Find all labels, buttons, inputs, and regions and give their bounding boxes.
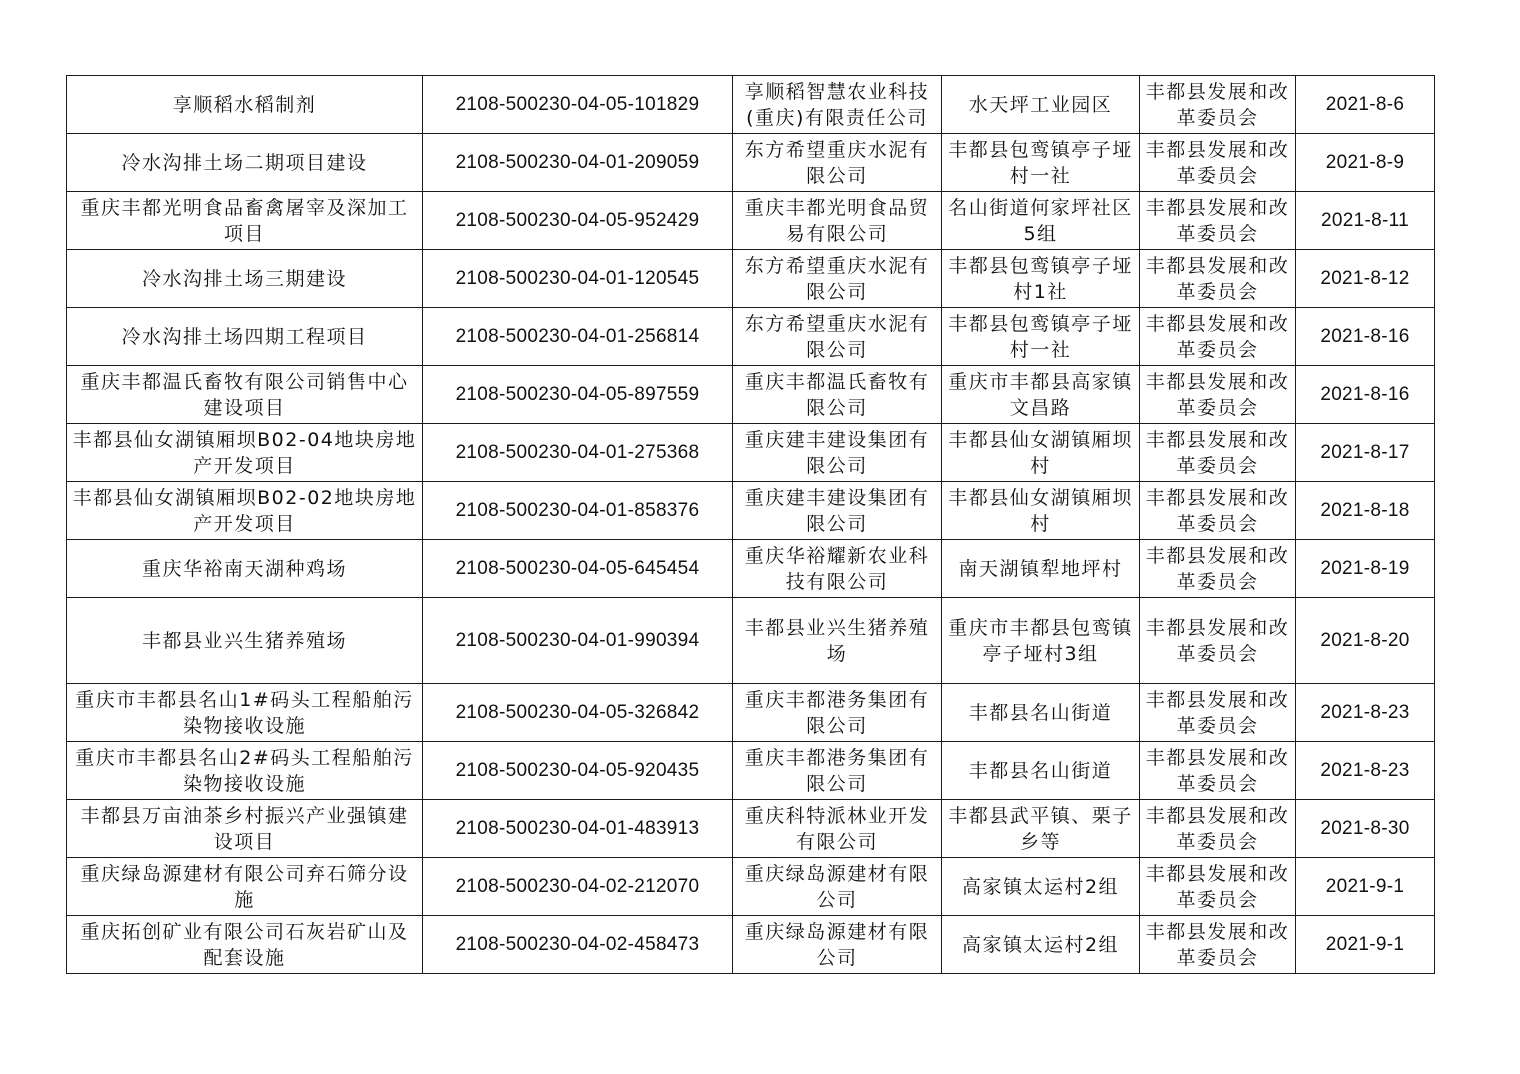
project-name-cell: 丰都县仙女湖镇厢坝B02-04地块房地产开发项目 (67, 424, 423, 482)
project-name-cell: 冷水沟排土场四期工程项目 (67, 308, 423, 366)
table-row (67, 192, 1435, 250)
table-row (67, 482, 1435, 540)
authority-cell: 丰都县发展和改革委员会 (1140, 134, 1296, 192)
date-cell: 2021-9-1 (1296, 858, 1435, 916)
company-cell: 重庆建丰建设集团有限公司 (733, 424, 942, 482)
date-cell: 2021-8-23 (1296, 684, 1435, 742)
authority-cell: 丰都县发展和改革委员会 (1140, 308, 1296, 366)
table-row (67, 308, 1435, 366)
project-code-cell: 2108-500230-04-05-952429 (423, 192, 733, 250)
project-code-cell: 2108-500230-04-01-483913 (423, 800, 733, 858)
table-row (67, 250, 1435, 308)
company-cell: 重庆丰都港务集团有限公司 (733, 684, 942, 742)
project-name-cell: 重庆丰都光明食品畜禽屠宰及深加工项目 (67, 192, 423, 250)
date-cell: 2021-8-30 (1296, 800, 1435, 858)
authority-cell: 丰都县发展和改革委员会 (1140, 742, 1296, 800)
date-cell: 2021-8-16 (1296, 366, 1435, 424)
company-cell: 东方希望重庆水泥有限公司 (733, 250, 942, 308)
project-code-cell: 2108-500230-04-05-645454 (423, 540, 733, 598)
project-code-cell: 2108-500230-04-02-212070 (423, 858, 733, 916)
project-record-table (66, 75, 1435, 974)
date-cell: 2021-8-11 (1296, 192, 1435, 250)
table-row (67, 540, 1435, 598)
authority-cell: 丰都县发展和改革委员会 (1140, 800, 1296, 858)
table-row (67, 858, 1435, 916)
table-row (67, 800, 1435, 858)
authority-cell: 丰都县发展和改革委员会 (1140, 192, 1296, 250)
company-cell: 重庆丰都光明食品贸易有限公司 (733, 192, 942, 250)
table-row (67, 366, 1435, 424)
date-cell: 2021-8-23 (1296, 742, 1435, 800)
table-row (67, 134, 1435, 192)
company-cell: 重庆华裕耀新农业科技有限公司 (733, 540, 942, 598)
company-cell: 重庆绿岛源建材有限公司 (733, 916, 942, 974)
company-cell: 重庆科特派林业开发有限公司 (733, 800, 942, 858)
authority-cell: 丰都县发展和改革委员会 (1140, 76, 1296, 134)
date-cell: 2021-8-17 (1296, 424, 1435, 482)
authority-cell: 丰都县发展和改革委员会 (1140, 598, 1296, 684)
table-row (67, 684, 1435, 742)
project-code-cell: 2108-500230-04-05-101829 (423, 76, 733, 134)
location-cell: 丰都县名山街道 (942, 684, 1140, 742)
date-cell: 2021-8-20 (1296, 598, 1435, 684)
company-cell: 重庆绿岛源建材有限公司 (733, 858, 942, 916)
location-cell: 重庆市丰都县包鸾镇亭子垭村3组 (942, 598, 1140, 684)
table-row (67, 76, 1435, 134)
project-code-cell: 2108-500230-04-01-990394 (423, 598, 733, 684)
project-name-cell: 冷水沟排土场三期建设 (67, 250, 423, 308)
location-cell: 丰都县武平镇、栗子乡等 (942, 800, 1140, 858)
location-cell: 名山街道何家坪社区5组 (942, 192, 1140, 250)
project-name-cell: 重庆市丰都县名山2#码头工程船舶污染物接收设施 (67, 742, 423, 800)
project-name-cell: 享顺稻水稻制剂 (67, 76, 423, 134)
date-cell: 2021-9-1 (1296, 916, 1435, 974)
company-cell: 重庆丰都温氏畜牧有限公司 (733, 366, 942, 424)
date-cell: 2021-8-12 (1296, 250, 1435, 308)
project-code-cell: 2108-500230-04-01-275368 (423, 424, 733, 482)
project-code-cell: 2108-500230-04-05-897559 (423, 366, 733, 424)
project-code-cell: 2108-500230-04-01-256814 (423, 308, 733, 366)
project-name-cell: 重庆绿岛源建材有限公司弃石筛分设施 (67, 858, 423, 916)
date-cell: 2021-8-6 (1296, 76, 1435, 134)
table-row (67, 598, 1435, 684)
date-cell: 2021-8-16 (1296, 308, 1435, 366)
project-code-cell: 2108-500230-04-01-858376 (423, 482, 733, 540)
project-code-cell: 2108-500230-04-05-920435 (423, 742, 733, 800)
authority-cell: 丰都县发展和改革委员会 (1140, 540, 1296, 598)
project-name-cell: 冷水沟排土场二期项目建设 (67, 134, 423, 192)
project-code-cell: 2108-500230-04-02-458473 (423, 916, 733, 974)
authority-cell: 丰都县发展和改革委员会 (1140, 482, 1296, 540)
authority-cell: 丰都县发展和改革委员会 (1140, 250, 1296, 308)
project-name-cell: 重庆华裕南天湖种鸡场 (67, 540, 423, 598)
authority-cell: 丰都县发展和改革委员会 (1140, 366, 1296, 424)
authority-cell: 丰都县发展和改革委员会 (1140, 424, 1296, 482)
project-code-cell: 2108-500230-04-05-326842 (423, 684, 733, 742)
authority-cell: 丰都县发展和改革委员会 (1140, 916, 1296, 974)
table-row (67, 742, 1435, 800)
date-cell: 2021-8-18 (1296, 482, 1435, 540)
table-body (67, 76, 1435, 974)
location-cell: 丰都县仙女湖镇厢坝村 (942, 424, 1140, 482)
project-name-cell: 重庆拓创矿业有限公司石灰岩矿山及配套设施 (67, 916, 423, 974)
project-name-cell: 丰都县仙女湖镇厢坝B02-02地块房地产开发项目 (67, 482, 423, 540)
date-cell: 2021-8-19 (1296, 540, 1435, 598)
project-code-cell: 2108-500230-04-01-209059 (423, 134, 733, 192)
authority-cell: 丰都县发展和改革委员会 (1140, 858, 1296, 916)
location-cell: 重庆市丰都县高家镇文昌路 (942, 366, 1140, 424)
company-cell: 东方希望重庆水泥有限公司 (733, 308, 942, 366)
location-cell: 高家镇太运村2组 (942, 916, 1140, 974)
table-row (67, 424, 1435, 482)
table-row (67, 916, 1435, 974)
project-code-cell: 2108-500230-04-01-120545 (423, 250, 733, 308)
project-name-cell: 重庆丰都温氏畜牧有限公司销售中心建设项目 (67, 366, 423, 424)
project-name-cell: 丰都县业兴生猪养殖场 (67, 598, 423, 684)
company-cell: 东方希望重庆水泥有限公司 (733, 134, 942, 192)
date-cell: 2021-8-9 (1296, 134, 1435, 192)
location-cell: 南天湖镇犁地坪村 (942, 540, 1140, 598)
location-cell: 丰都县包鸾镇亭子垭村一社 (942, 308, 1140, 366)
project-name-cell: 丰都县万亩油茶乡村振兴产业强镇建设项目 (67, 800, 423, 858)
location-cell: 丰都县包鸾镇亭子垭村1社 (942, 250, 1140, 308)
authority-cell: 丰都县发展和改革委员会 (1140, 684, 1296, 742)
location-cell: 水天坪工业园区 (942, 76, 1140, 134)
company-cell: 重庆丰都港务集团有限公司 (733, 742, 942, 800)
location-cell: 丰都县仙女湖镇厢坝村 (942, 482, 1140, 540)
company-cell: 丰都县业兴生猪养殖场 (733, 598, 942, 684)
company-cell: 重庆建丰建设集团有限公司 (733, 482, 942, 540)
project-name-cell: 重庆市丰都县名山1#码头工程船舶污染物接收设施 (67, 684, 423, 742)
location-cell: 高家镇太运村2组 (942, 858, 1140, 916)
company-cell: 享顺稻智慧农业科技(重庆)有限责任公司 (733, 76, 942, 134)
location-cell: 丰都县名山街道 (942, 742, 1140, 800)
location-cell: 丰都县包鸾镇亭子垭村一社 (942, 134, 1140, 192)
